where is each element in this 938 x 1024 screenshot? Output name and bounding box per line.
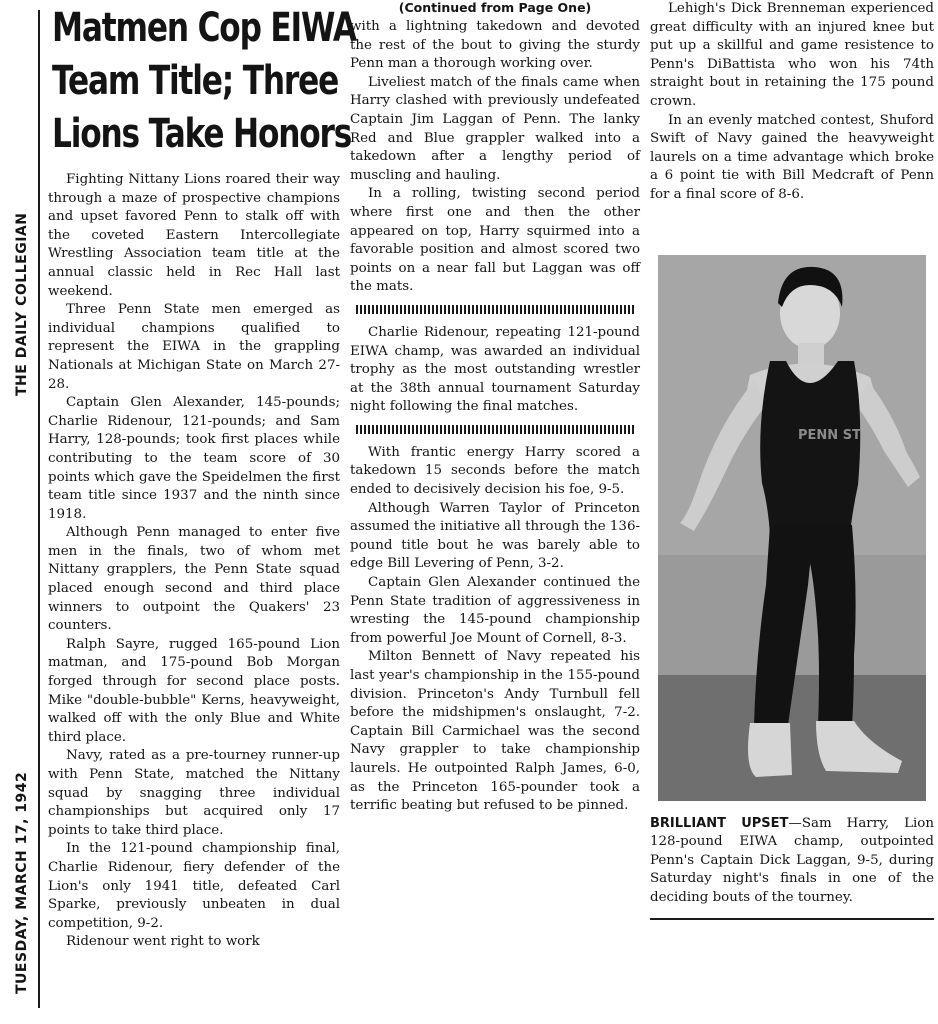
headline-line-1: Matmen Cop EIWA: [52, 5, 356, 51]
headline-line-3: Lions Take Honors: [52, 111, 352, 157]
paragraph: Captain Glen Alexander continued the Penn State tradition of aggressiveness in wresting the 145-pound championship from powerful Joe Mount of Cornell, 8-3.: [350, 575, 640, 646]
caption-body: —Sam Harry, Lion 128-pound EIWA champ, outpointed Penn's Captain Dick Laggan, 9-5, during Saturday night's finals in one of the deciding bouts of the tourney.: [650, 815, 934, 905]
paragraph: In a rolling, twisting second period where first one and then the other appeared on top, Harry squirmed into a favorable position and almost scored two points on a near fall but Laggan was off the mats.: [350, 186, 640, 295]
paragraph: In an evenly matched contest, Shuford Swift of Navy gained the heavyweight laurels on a time advantage which broke a 6 point tie with Bill Medcraft of Penn for a final score of 8-6.: [650, 112, 934, 202]
section-divider: [356, 305, 634, 314]
article-column-3: [650, 0, 934, 920]
paragraph: with a lightning takedown and devoted the rest of the bout to giving the sturdy Penn man a thorough working over.: [350, 19, 640, 72]
article-column-2: [350, 0, 640, 816]
paragraph: Captain Glen Alexander, 145-pounds; Charlie Ridenour, 121-pounds; and Sam Harry, 128-pounds; took first places while contributing to the team score of 30 points which gave the Speidelmen the first team title since 1937 and the ninth since 1918.: [48, 395, 340, 522]
paragraph: Although Warren Taylor of Princeton assumed the initiative all through the 136-pound title bout he was barely able to edge Bill Levering of Penn, 3-2.: [350, 500, 640, 572]
paragraph: Lehigh's Dick Brenneman experienced great difficulty with an injured knee but put up a skillful and game resistence to Penn's DiBattista who won his 74th straight bout in retaining the 175 pound crown.: [650, 1, 934, 109]
headline-line-2: Team Title; Three: [52, 58, 339, 104]
folio-date: TUESDAY, MARCH 17, 1942: [14, 771, 30, 994]
folio-paper-name: THE DAILY COLLEGIAN: [14, 212, 30, 396]
wrestler-photo: [658, 255, 926, 801]
paragraph: Fighting Nittany Lions roared their way through a maze of prospective champions and upset favored Penn to stalk off with the coveted Eastern Intercollegiate Wrestling Association team title at the annual classic held in Rec Hall last weekend.: [48, 172, 340, 299]
caption-lead: BRILLIANT UPSET: [650, 815, 789, 831]
paragraph: With frantic energy Harry scored a takedown 15 seconds before the match ended to decisively decision his foe, 9-5.: [350, 444, 640, 498]
paragraph: Ralph Sayre, rugged 165-pound Lion matman, and 175-pound Bob Morgan forged through for second place posts. Mike "double-bubble" Kerns, heavyweight, walked off with the only Blue and White third place.: [48, 636, 340, 745]
jersey-lettering: PENN ST: [798, 427, 861, 443]
paragraph: Milton Bennett of Navy repeated his last year's championship in the 155-pound division. Princeton's Andy Turnbull fell before the midshipmen's onslaught, 7-2. Captain Bill Carmichael was the second Navy grappler to take championship laurels. He outpointed Ralph James, 6-0, as the Princeton 165-pounder took a terrific beating but refused to be pinned.: [350, 649, 640, 814]
paragraph: In the 121-pound championship final, Charlie Ridenour, fiery defender of the Lion's only 1941 title, defeated Carl Sparke, previously unbeaten in dual competition, 9-2.: [48, 841, 340, 931]
headline: [52, 2, 356, 161]
photo-caption: [650, 815, 934, 908]
wrestler-illustration: [658, 255, 926, 801]
paragraph: Charlie Ridenour, repeating 121-pound EIWA champ, was awarded an individual trophy as the most outstanding wrestler at the 38th annual tournament Saturday night following the final matches.: [350, 324, 640, 415]
article-column-1: [48, 0, 356, 952]
paragraph: Ridenour went right to work: [66, 934, 260, 950]
column-rule: [38, 10, 40, 1008]
section-divider: [356, 425, 634, 434]
continued-line: (Continued from Page One): [398, 0, 592, 15]
paragraph: Navy, rated as a pre-tourney runner-up with Penn State, matched the Nittany squad by snagging three individual championships but acquired only 17 points to take third place.: [48, 748, 340, 838]
end-rule: [650, 918, 934, 920]
vertical-folio: [8, 14, 32, 1004]
paragraph: Liveliest match of the finals came when Harry clashed with previously undefeated Captain Jim Laggan of Penn. The lanky Red and Blue grappler walked into a takedown after a lengthy period of muscling and hauling.: [350, 74, 640, 183]
paragraph: Three Penn State men emerged as individual champions qualified to represent the EIWA in the grappling Nationals at Michigan State on March 27-28.: [48, 302, 340, 392]
paragraph: Although Penn managed to enter five men in the finals, two of whom met Nittany grapplers, the Penn State squad placed enough second and third place winners to outpoint the Quakers' 23 counters.: [48, 525, 340, 634]
